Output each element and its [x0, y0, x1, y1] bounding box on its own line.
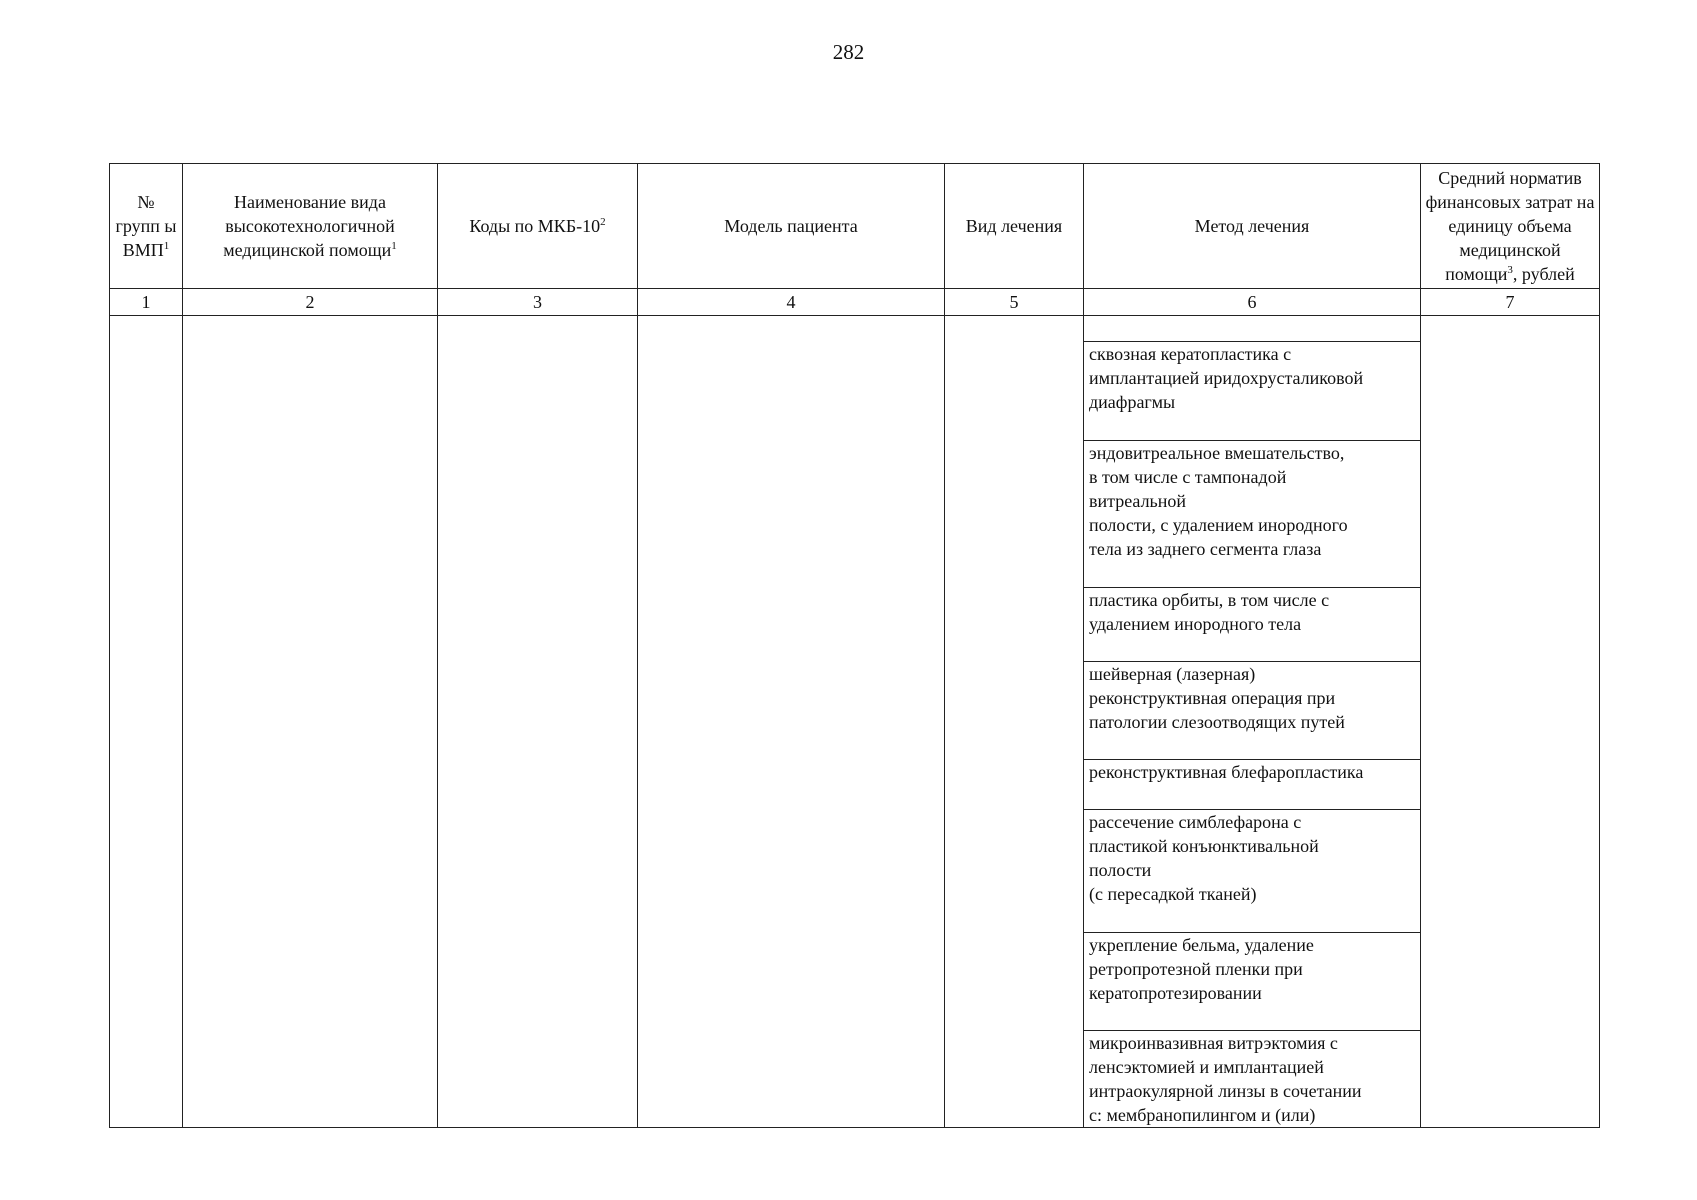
header-treatment-method: Метод лечения — [1084, 164, 1421, 289]
method-item: рассечение симблефарона с пластикой конъюнктивальной полости (с пересадкой тканей) — [1084, 810, 1420, 933]
method-item: микроинвазивная витрэктомия с ленсэктомией и имплантацией интраокулярной линзы в сочетании с: мембранопилингом и (или) — [1089, 1033, 1362, 1125]
cell-group-number — [110, 316, 183, 1128]
column-number: 1 — [110, 289, 183, 316]
column-number: 2 — [183, 289, 438, 316]
vmp-table — [109, 163, 1600, 1128]
cell-patient-model — [638, 316, 945, 1128]
cell-treatment-type — [945, 316, 1084, 1128]
method-item — [1084, 316, 1420, 342]
column-number: 5 — [945, 289, 1084, 316]
header-icd10-codes: Коды по МКБ-$10^2$ — [438, 164, 638, 289]
header-group-number: № групп ы ВМП$^1$ — [110, 164, 183, 289]
method-item: шейверная (лазерная) реконструктивная операция при патологии слезоотводящих путей — [1084, 662, 1420, 760]
method-item: укрепление бельма, удаление ретропротезной пленки при кератопротезировании — [1084, 933, 1420, 1031]
method-item: реконструктивная блефаропластика — [1084, 760, 1420, 810]
method-item: сквозная кератопластика с имплантацией иридохрусталиковой диафрагмы — [1084, 342, 1420, 441]
method-list — [1084, 316, 1420, 1127]
body-row — [110, 316, 1600, 1128]
cell-icd10-codes — [438, 316, 638, 1128]
column-number: 7 — [1421, 289, 1600, 316]
column-number: 3 — [438, 289, 638, 316]
column-number: 6 — [1084, 289, 1421, 316]
column-number-row — [110, 289, 1600, 316]
method-item: пластика орбиты, в том числе с удалением инородного тела — [1084, 588, 1420, 662]
header-treatment-type: Вид лечения — [945, 164, 1084, 289]
header-care-type-name: Наименование вида высокотехнологичной медицинской помощи$^1$ — [183, 164, 438, 289]
column-number: 4 — [638, 289, 945, 316]
cell-treatment-methods — [1084, 316, 1421, 1128]
header-cost-standard: Средний норматив финансовых затрат на единицу объема медицинской помощи$^3$, рублей — [1421, 164, 1600, 289]
page-number: 282 — [832, 40, 865, 64]
cell-cost-standard — [1421, 316, 1600, 1128]
method-item: эндовитреальное вмешательство, в том числе с тампонадой витреальной полости, с удалением инородного тела из заднего сегмента глаза — [1084, 441, 1420, 588]
cell-care-type-name — [183, 316, 438, 1128]
header-row — [110, 164, 1600, 289]
header-patient-model: Модель пациента — [638, 164, 945, 289]
